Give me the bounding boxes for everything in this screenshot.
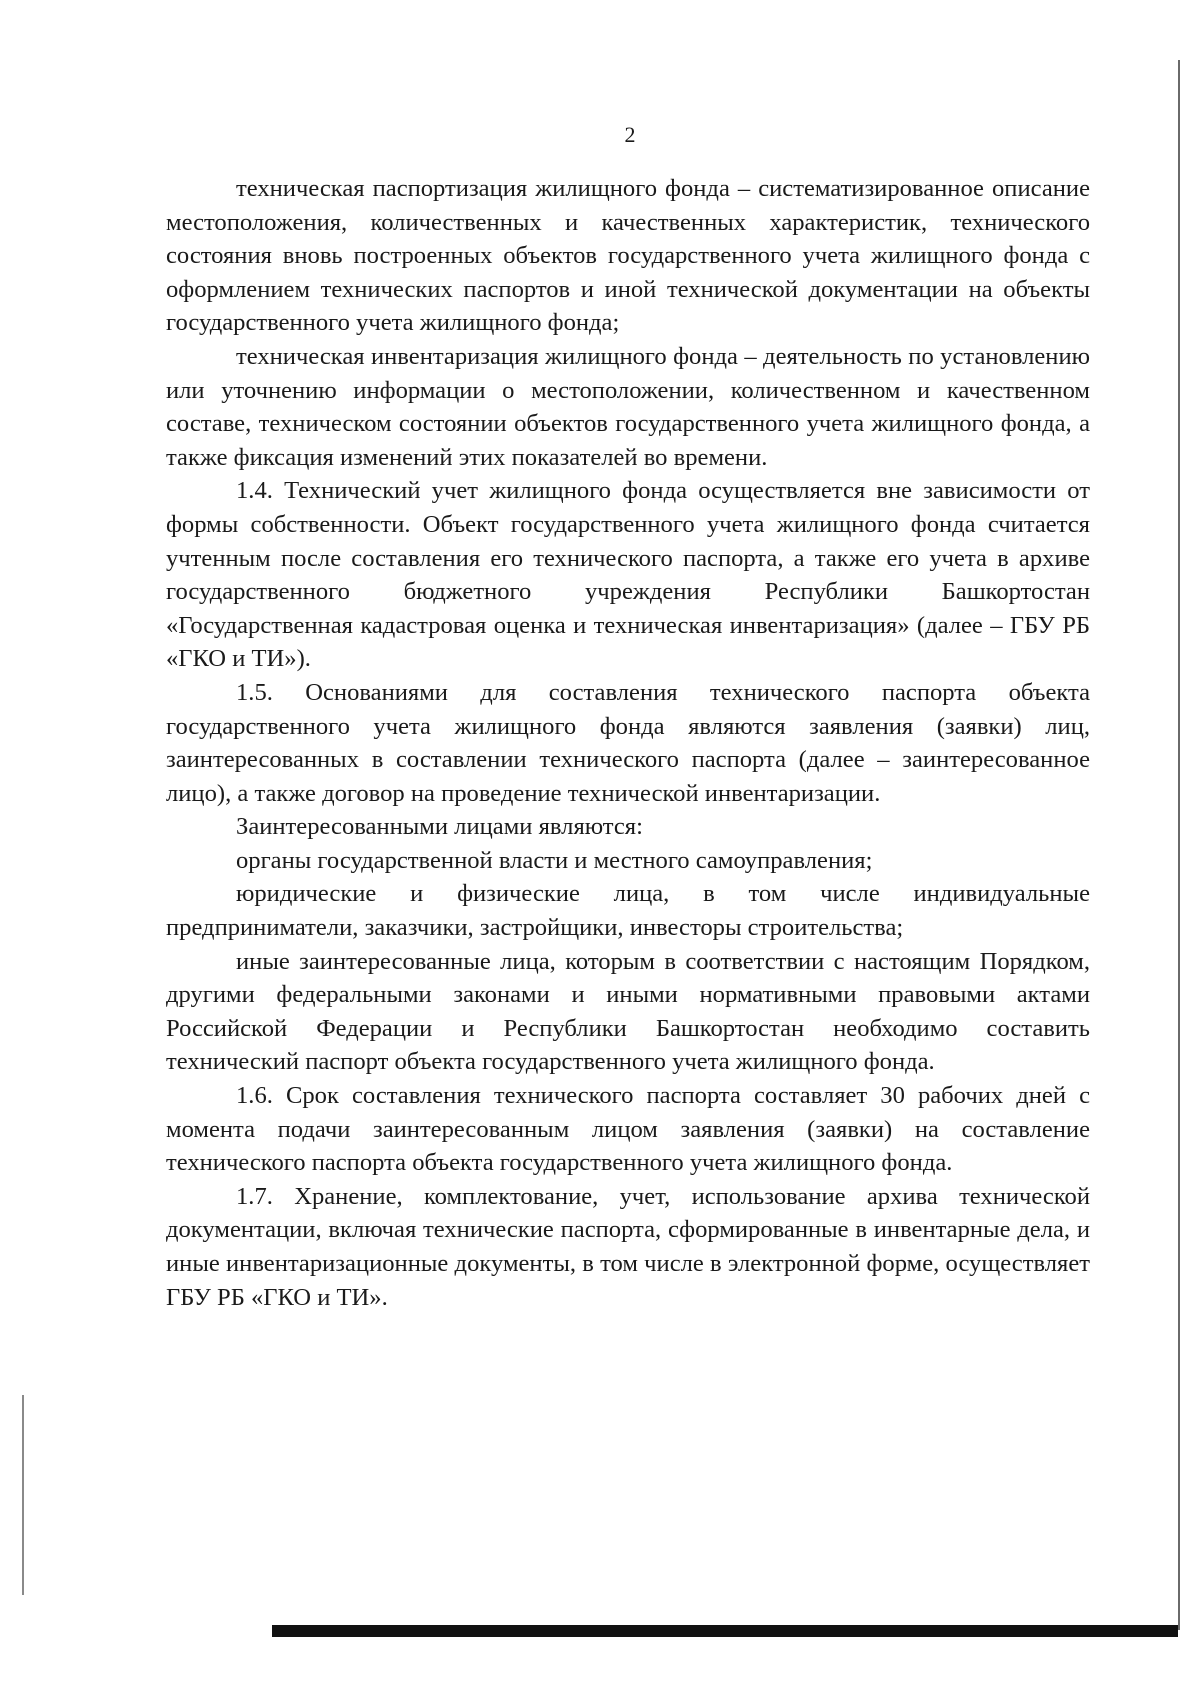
- paragraph-1-6: 1.6. Срок составления технического паспорта составляет 30 рабочих дней с момента подачи заинтересованным лицом заявления (заявки) на составление технического паспорта объекта государственного учета жилищного фонда.: [166, 1082, 1090, 1177]
- paragraph-legal-entities: юридические и физические лица, в том числе индивидуальные предприниматели, заказчики, застройщики, инвесторы строительства;: [166, 880, 1090, 942]
- paragraph-authorities: органы государственной власти и местного самоуправления;: [236, 846, 873, 874]
- paragraph-1-5: 1.5. Основаниями для составления технического паспорта объекта государственного учета жилищного фонда являются заявления (заявки) лиц, заинтересованных в составлении технического паспорта (далее – заинтересованное лицо), а также договор на проведение технической инвентаризации.: [166, 678, 1090, 807]
- paragraph-technical-inventory: техническая инвентаризация жилищного фонда – деятельность по установлению или уточнению информации о местоположении, количественном и качественном составе, техническом состоянии объектов государственного учета жилищного фонда, а также фиксация изменений этих показателей во времени.: [166, 342, 1090, 471]
- paragraph-1-4: 1.4. Технический учет жилищного фонда осуществляется вне зависимости от формы собственности. Объект государственного учета жилищного фонда считается учтенным после составления его технического паспорта, а также его учета в архиве государственного бюджетного учреждения Республики Башкортостан «Государственная кадастровая оценка и техническая инвентаризация» (далее – ГБУ РБ «ГКО и ТИ»).: [166, 477, 1090, 673]
- scan-edge-left: [22, 1395, 24, 1595]
- paragraph-interested-parties-heading: Заинтересованными лицами являются:: [236, 813, 643, 841]
- paragraph-technical-passportization: техническая паспортизация жилищного фонда – систематизированное описание местоположения, количественных и качественных характеристик, технического состояния вновь построенных объектов государственного учета жилищного фонда с оформлением технических паспортов и иной технической документации на объекты государственного учета жилищного фонда;: [166, 175, 1090, 337]
- paragraph-other-parties: иные заинтересованные лица, которым в соответствии с настоящим Порядком, другими федеральными законами и иными нормативными правовыми актами Российской Федерации и Республики Башкортостан необходимо составить технический паспорт объекта государственного учета жилищного фонда.: [166, 947, 1090, 1076]
- paragraph-1-7: 1.7. Хранение, комплектование, учет, использование архива технической документации, включая технические паспорта, сформированные в инвентарные дела, и иные инвентаризационные документы, в том числе в электронной форме, осуществляет ГБУ РБ «ГКО и ТИ».: [166, 1182, 1090, 1311]
- page-number: 2: [624, 122, 636, 147]
- scan-edge-right: [1178, 60, 1180, 1630]
- document-body: [166, 172, 1090, 1314]
- scan-bottom-bar: [272, 1625, 1178, 1637]
